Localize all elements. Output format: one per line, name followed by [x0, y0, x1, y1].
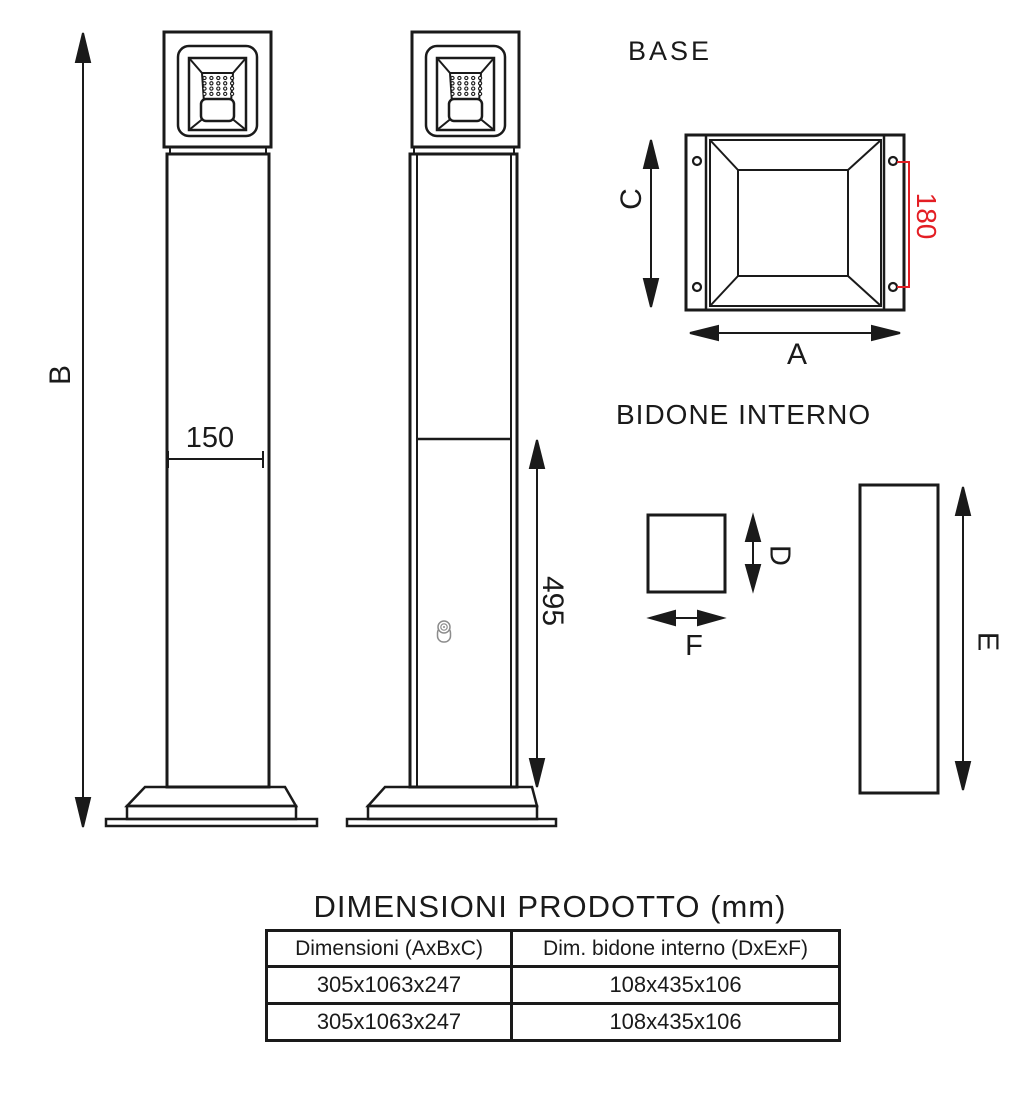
- ashtray-holes-side: [451, 76, 482, 95]
- dimension-b-arrow: [76, 33, 90, 827]
- dim-label-180: 180: [911, 192, 942, 240]
- dimension-f-arrow: [650, 611, 723, 625]
- side-view: [347, 32, 556, 826]
- dim-label-495: 495: [536, 575, 569, 627]
- cell-bidone-2: 108x435x106: [512, 1004, 840, 1041]
- dim-label-e: E: [971, 631, 1004, 652]
- table-row: [267, 967, 840, 1004]
- header-dimensioni: Dimensioni (AxBxC): [267, 931, 512, 967]
- table-row: [267, 1004, 840, 1041]
- base-section-title: BASE: [628, 36, 713, 66]
- bin-section-title: BIDONE INTERNO: [616, 399, 872, 430]
- lock-icon: [438, 621, 451, 642]
- dim-label-150: 150: [185, 422, 235, 454]
- dim-label-f: F: [685, 630, 703, 662]
- table-title: DIMENSIONI PRODOTTO (mm): [313, 889, 787, 924]
- dim-label-b: B: [44, 365, 77, 386]
- table-header-row: [267, 931, 840, 967]
- dim-label-a: A: [786, 338, 807, 371]
- dimensions-table: [265, 929, 841, 1042]
- cell-dimensioni-2: 305x1063x247: [267, 1004, 512, 1041]
- bin-top-view: [648, 515, 760, 625]
- cell-dimensioni-1: 305x1063x247: [267, 967, 512, 1004]
- ashtray-holes-front: [203, 76, 234, 95]
- dimension-e-arrow: [956, 487, 970, 790]
- bin-side-view: [860, 485, 970, 793]
- dim-label-c: C: [615, 188, 648, 210]
- base-top-view: [644, 135, 909, 340]
- cell-bidone-1: 108x435x106: [512, 967, 840, 1004]
- dim-label-d: D: [763, 545, 796, 566]
- header-bidone: Dim. bidone interno (DxExF): [512, 931, 840, 967]
- dimension-d-arrow: [746, 516, 760, 590]
